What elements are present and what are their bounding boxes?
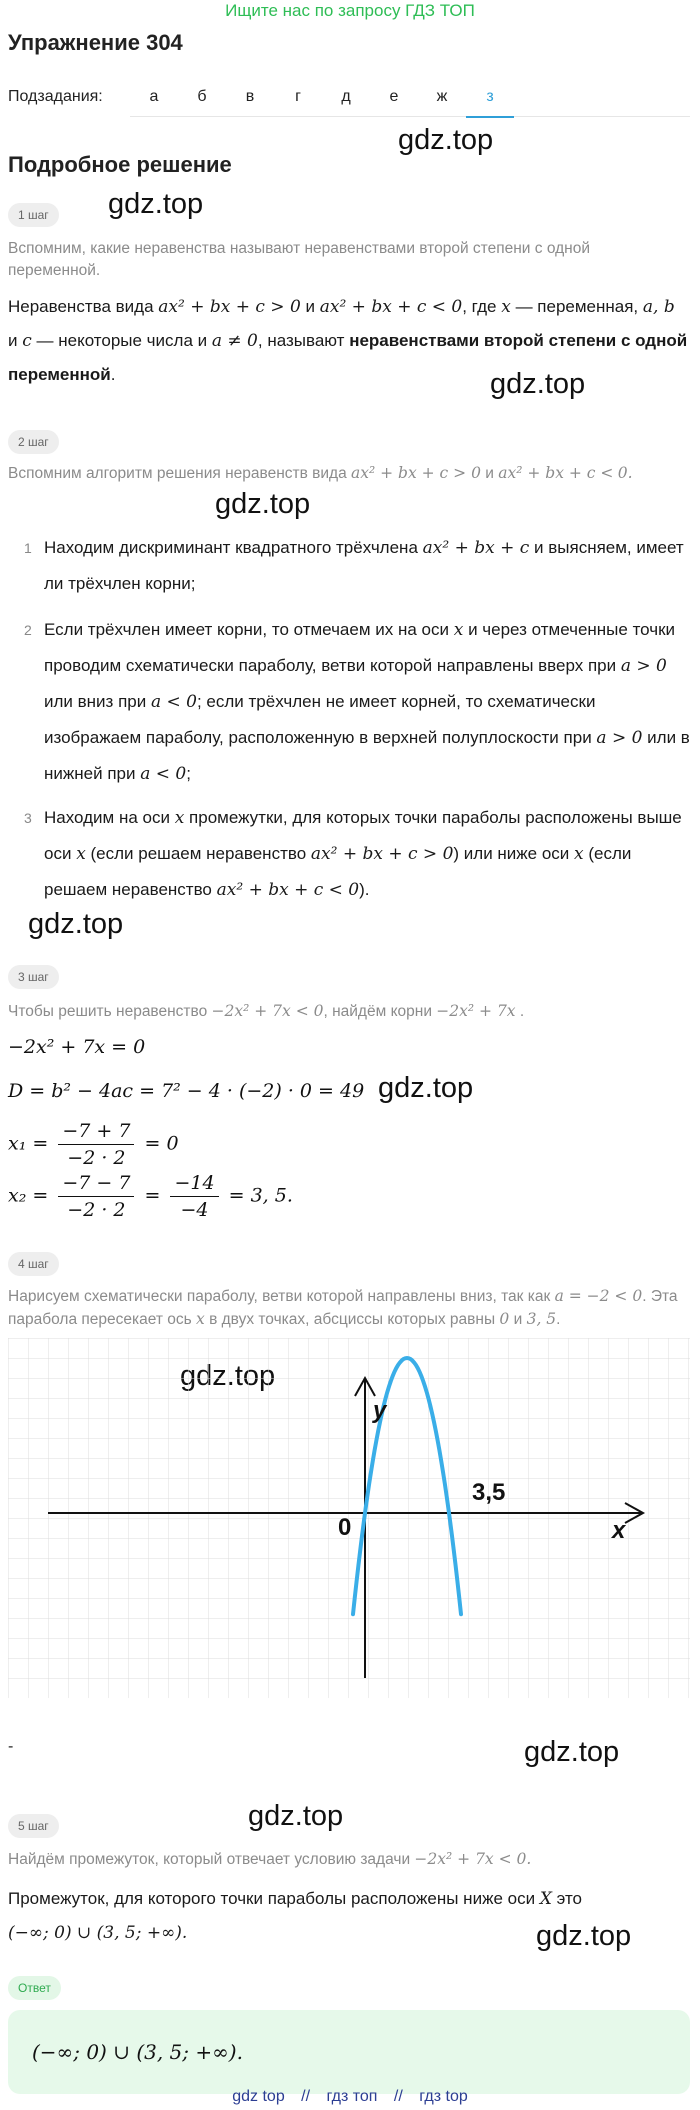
step-5-badge: 5 шаг <box>8 1814 59 1838</box>
math: 3, 5 <box>526 1310 557 1328</box>
text: Находим дискриминант квадратного трёхчлена <box>44 538 418 557</box>
math: ax² + bx + c < 0 <box>216 880 360 900</box>
text: (если решаем неравенство <box>90 844 307 863</box>
math: x <box>196 1310 205 1328</box>
solution-heading: Подробное решение <box>8 152 232 177</box>
fraction <box>58 1170 134 1223</box>
step-4-hint <box>8 1285 688 1331</box>
text: Промежуток, для которого точки параболы расположены ниже оси <box>8 1889 536 1908</box>
text: — переменная, <box>515 297 639 316</box>
text: и <box>8 331 18 350</box>
subtask-tabs <box>130 80 690 117</box>
step-2-hint <box>8 462 683 485</box>
math: a ≠ 0 <box>211 331 258 351</box>
footer-links <box>0 2088 700 2106</box>
equation: −2x² + 7x = 0 <box>8 1036 146 1058</box>
answer-badge: Ответ <box>8 1976 61 2000</box>
watermark: gdz.top <box>398 124 494 156</box>
tab-d[interactable]: д <box>341 88 351 105</box>
math: −2x² + 7x < 0 <box>211 1002 324 1020</box>
lhs: x₂ = <box>8 1184 49 1207</box>
math: ax² + bx + c > 0 <box>310 844 454 864</box>
math: ax² + bx + c <box>422 538 530 558</box>
subtasks-label: Подзадания: <box>8 88 103 105</box>
text: или в нижней при <box>44 728 690 783</box>
list-item <box>44 530 694 601</box>
text: . <box>110 365 116 384</box>
text: Вспомним алгоритм решения неравенств вида <box>8 465 347 482</box>
watermark: gdz.top <box>490 368 586 400</box>
text: это <box>556 1889 583 1908</box>
list-item <box>44 800 694 908</box>
bold-term: неравенствами второй степени с одной переменной <box>8 331 688 384</box>
watermark: gdz.top <box>108 188 204 220</box>
math: (−∞; 0) ∪ (3, 5; +∞). <box>8 1923 188 1943</box>
tab-v[interactable]: в <box>245 88 255 105</box>
text: или вниз при <box>44 692 147 711</box>
denominator: −2 · 2 <box>67 1199 126 1221</box>
footer-link[interactable]: gdz top <box>232 2088 285 2105</box>
list-number: 1 <box>24 540 32 556</box>
equals: = <box>144 1184 161 1207</box>
step-5-text <box>8 1882 688 1950</box>
text: и <box>485 465 494 482</box>
text: Чтобы решить неравенство <box>8 1003 208 1020</box>
origin-label: 0 <box>338 1514 352 1541</box>
text: . <box>519 1003 525 1020</box>
numerator: −7 − 7 <box>58 1170 134 1197</box>
math: X <box>539 1889 552 1909</box>
footer-link[interactable]: гдз top <box>419 2088 468 2105</box>
y-label: y <box>373 1397 387 1424</box>
math: a < 0 <box>140 764 187 784</box>
tab-zh[interactable]: ж <box>436 88 448 105</box>
tab-a[interactable]: а <box>149 88 159 105</box>
step-3-badge: 3 шаг <box>8 965 59 989</box>
text: и <box>305 297 315 316</box>
lhs: x₁ = <box>8 1132 49 1155</box>
text: Нарисуем схематически параболу, ветви которой направлены вниз, так как <box>8 1288 551 1305</box>
math: x <box>174 808 185 828</box>
text: и выясняем, имеет ли трёхчлен корни; <box>44 538 684 593</box>
numerator: −7 + 7 <box>58 1118 134 1145</box>
text: Если трёхчлен имеет корни, то отмечаем их на оси <box>44 620 449 639</box>
step-1-badge: 1 шаг <box>8 203 59 227</box>
text: ; <box>186 764 191 783</box>
math: c <box>22 331 32 351</box>
graph-svg <box>8 1338 690 1698</box>
text: ; если трёхчлен не имеет корней, то схематически изображаем параболу, расположенную в верхней полуплоскости при <box>44 692 596 747</box>
math: ax² + bx + c < 0 <box>319 297 463 317</box>
watermark: gdz.top <box>215 488 311 520</box>
result: = 3, 5. <box>228 1184 293 1207</box>
promo-banner[interactable]: Ищите нас по запросу ГДЗ ТОП <box>225 1 475 20</box>
footer-separator: // <box>393 2088 403 2105</box>
tab-g[interactable]: г <box>295 88 301 105</box>
denominator: −4 <box>180 1199 209 1221</box>
math: a = −2 < 0 <box>554 1287 643 1305</box>
text: Находим на оси <box>44 808 170 827</box>
list-number: 2 <box>24 622 32 638</box>
step-2-badge: 2 шаг <box>8 430 59 454</box>
text: ). <box>359 880 370 899</box>
root-x2 <box>8 1170 293 1223</box>
math: ax² + bx + c < <box>498 464 614 482</box>
page-title: Упражнение 304 <box>8 30 183 55</box>
separator-dash: - <box>8 1738 14 1755</box>
discriminant: D = b² − 4ac = 7² − 4 · (−2) · 0 = 49 <box>8 1080 365 1102</box>
step-5-hint <box>8 1848 688 1871</box>
list-number: 3 <box>24 810 32 826</box>
x-label: x <box>612 1517 626 1544</box>
text: и <box>513 1311 523 1328</box>
text: и через отмеченные точки проводим схематически параболу, ветви которой направлены вверх при <box>44 620 676 675</box>
root-label: 3,5 <box>472 1479 506 1506</box>
math: x <box>501 297 511 317</box>
math: a < 0 <box>150 692 197 712</box>
text: . <box>556 1311 561 1328</box>
text: Найдём промежуток, который отвечает условию задачи <box>8 1851 411 1868</box>
math: 0. <box>617 464 633 482</box>
watermark: gdz.top <box>248 1800 344 1832</box>
list-item <box>44 612 694 792</box>
math: a, b <box>642 297 675 317</box>
answer-box <box>8 2010 690 2094</box>
result: = 0 <box>144 1132 179 1155</box>
watermark: gdz.top <box>536 1920 632 1952</box>
numerator: −14 <box>170 1170 218 1197</box>
fraction <box>170 1170 218 1223</box>
math: ax² + bx + c > 0 <box>351 464 481 482</box>
fraction <box>58 1118 134 1171</box>
math: x <box>574 844 584 864</box>
math: 0 <box>499 1310 510 1328</box>
text: , найдём корни <box>323 1003 432 1020</box>
text: , называют <box>257 331 345 350</box>
footer-separator: // <box>301 2088 311 2105</box>
watermark: gdz.top <box>28 908 124 940</box>
text: — некоторые числа и <box>36 331 208 350</box>
math: x <box>453 620 464 640</box>
math: a > 0 <box>596 728 643 748</box>
denominator: −2 · 2 <box>67 1147 126 1169</box>
watermark: gdz.top <box>524 1736 620 1768</box>
text: в двух точках, абсциссы которых равны <box>209 1311 496 1328</box>
tab-z[interactable]: з <box>466 80 514 118</box>
text: Неравенства вида <box>8 297 154 316</box>
math: a > 0 <box>620 656 667 676</box>
math: −2x² + 7x <box>436 1002 516 1020</box>
step-1-hint: Вспомним, какие неравенства называют неравенствами второй степени с одной переменной. <box>8 240 590 279</box>
parabola-graph <box>8 1338 690 1698</box>
math: −2x² + 7x < 0. <box>414 1850 532 1868</box>
text: ) или ниже оси <box>453 844 570 863</box>
root-x1 <box>8 1118 179 1171</box>
watermark: gdz.top <box>378 1072 474 1104</box>
step-4-badge: 4 шаг <box>8 1252 59 1276</box>
step-1-text <box>8 290 688 392</box>
footer-link[interactable]: гдз топ <box>326 2088 378 2105</box>
text: , где <box>462 297 497 316</box>
step-3-hint <box>8 1000 688 1023</box>
answer-value: (−∞; 0) ∪ (3, 5; +∞). <box>32 2040 243 2064</box>
text: (если решаем неравенство <box>44 844 632 899</box>
text: промежутки, для которых точки параболы расположены выше оси <box>44 808 682 863</box>
math: ax² + bx + c > 0 <box>158 297 301 317</box>
math: x <box>76 844 86 864</box>
tab-e[interactable]: е <box>389 88 399 105</box>
text: . Эта парабола пересекает ось <box>8 1288 678 1328</box>
tab-b[interactable]: б <box>197 88 207 105</box>
